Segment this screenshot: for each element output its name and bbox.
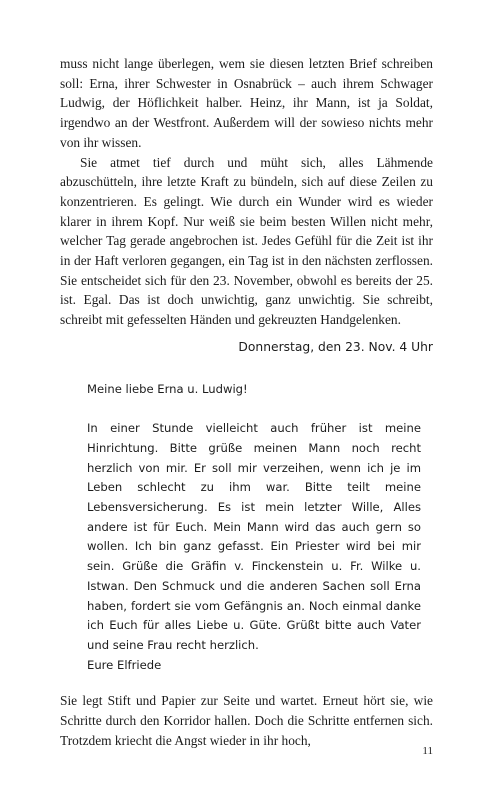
body-paragraph-2: Sie atmet tief durch und müht sich, alles Lähmende abzuschütteln, ihre letzte Kraft zu bündeln, sich auf diese Zeilen zu konzentrieren. Es gelingt. Wie durch ein Wunder wird es wieder klarer in ihrem Kopf. Nur weiß sie beim besten Willen nicht mehr, welcher Tag gerade angebrochen ist. Jedes Gefühl für die Zeit ist ihr in der Haft verloren gegangen, ein Tag ist in den nächsten zerflossen. Sie entscheidet sich für den 23. November, obwohl es bereits der 25. ist. Egal. Das ist doch unwichtig, ganz unwichtig. Sie schreibt, schreibt mit gefesselten Händen und gekreuzten Handgelenken.: [60, 154, 433, 328]
letter-greeting: Meine liebe Erna u. Ludwig!: [87, 381, 248, 396]
body-paragraph-3: Sie legt Stift und Papier zur Seite und wartet. Erneut hört sie, wie Schritte durch den Korridor hallen. Doch die Schritte entfernen sich. Trotzdem kriecht die Angst wieder in ihr hoch,: [60, 693, 433, 748]
letter-signature: Eure Elfriede: [87, 657, 162, 672]
page-number: 11: [422, 745, 433, 757]
quoted-letter: [87, 380, 421, 676]
letter-dateline: Donnerstag, den 23. Nov. 4 Uhr: [238, 339, 433, 354]
letter-body: In einer Stunde vielleicht auch früher ist meine Hinrichtung. Bitte grüße meinen Mann noch recht herzlich von mir. Er soll mir verzeihen, wenn ich je im Leben schlecht zu ihm war. Bitte teilt meine Lebensversicherung. Es ist mein letzter Wille, Alles andere ist für Euch. Mein Mann wird das auch gern so wollen. Ich bin ganz gefasst. Ein Priester wird bei mir sein. Grüße die Gräfin v. Finckenstein u. Fr. Wilke u. Istwan. Den Schmuck und die anderen Sachen soll Erna haben, fordert sie vom Gefängnis an. Noch einmal danke ich Euch für alles Liebe u. Güte. Grüßt bitte auch Vater und seine Frau recht herzlich.: [87, 421, 421, 652]
book-page: [60, 54, 433, 751]
body-paragraph-1: muss nicht lange überlegen, wem sie diesen letzten Brief schreiben soll: Erna, ihrer Schwester in Osnabrück – auch ihrem Schwager Ludwig, der Höflichkeit halber. Heinz, ihr Mann, ist ja Soldat, irgendwo an der Westfront. Außerdem will der sowieso nichts mehr von ihr wissen.: [60, 56, 433, 150]
